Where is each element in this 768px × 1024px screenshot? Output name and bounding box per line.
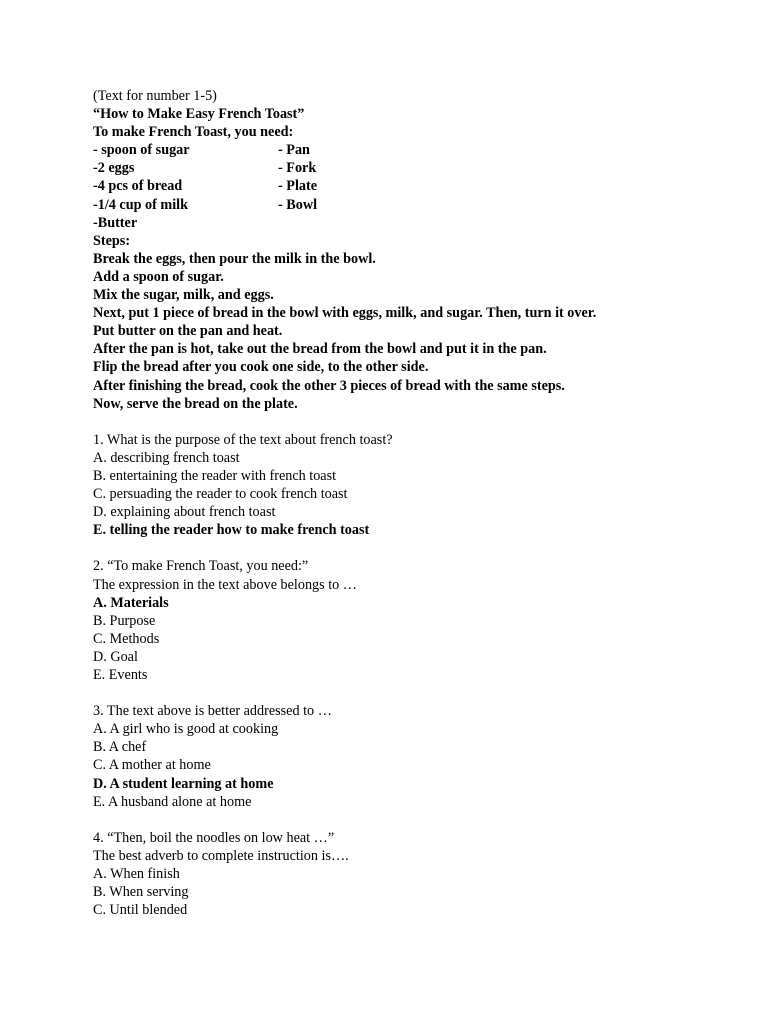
tool-item: - Fork bbox=[278, 160, 317, 177]
answer-option: B. Purpose bbox=[93, 612, 156, 629]
spacer bbox=[93, 684, 733, 702]
answer-option: E. A husband alone at home bbox=[93, 793, 252, 810]
step-item: After finishing the bread, cook the other 3 pieces of bread with the same steps. bbox=[93, 377, 565, 394]
recipe-title: “How to Make Easy French Toast” bbox=[93, 106, 305, 123]
ingredient-row bbox=[93, 177, 733, 195]
question-block bbox=[93, 431, 733, 540]
step-item: Break the eggs, then pour the milk in the bowl. bbox=[93, 250, 376, 267]
ingredient-item: -2 eggs bbox=[93, 160, 135, 177]
answer-option: D. explaining about french toast bbox=[93, 504, 276, 521]
ingredient-row bbox=[93, 141, 733, 159]
answer-option: B. entertaining the reader with french toast bbox=[93, 467, 337, 484]
answer-option: A. When finish bbox=[93, 866, 180, 883]
need-heading: To make French Toast, you need: bbox=[93, 124, 294, 141]
ingredient-row bbox=[93, 214, 733, 232]
step-item: After the pan is hot, take out the bread from the bowl and put it in the pan. bbox=[93, 341, 547, 358]
answer-option: C. Methods bbox=[93, 630, 160, 647]
spacer bbox=[93, 539, 733, 557]
step-item: Next, put 1 piece of bread in the bowl with eggs, milk, and sugar. Then, turn it over. bbox=[93, 305, 597, 322]
step-item: Add a spoon of sugar. bbox=[93, 268, 224, 285]
spacer bbox=[93, 413, 733, 431]
question-block bbox=[93, 557, 733, 684]
document-page bbox=[93, 87, 733, 919]
ingredients-list bbox=[93, 141, 733, 231]
question-text: 4. “Then, boil the noodles on low heat …” bbox=[93, 829, 335, 846]
ingredient-item: - spoon of sugar bbox=[93, 142, 190, 159]
step-item: Put butter on the pan and heat. bbox=[93, 323, 283, 340]
question-text: 2. “To make French Toast, you need:” bbox=[93, 558, 309, 575]
spacer bbox=[93, 811, 733, 829]
question-text: 1. What is the purpose of the text about french toast? bbox=[93, 431, 393, 448]
tool-item: - Pan bbox=[278, 142, 310, 159]
answer-option: A. describing french toast bbox=[93, 449, 240, 466]
step-item: Now, serve the bread on the plate. bbox=[93, 395, 298, 412]
answer-option: B. When serving bbox=[93, 884, 189, 901]
question-block bbox=[93, 702, 733, 811]
answer-option: E. Events bbox=[93, 667, 148, 683]
ingredient-row bbox=[93, 196, 733, 214]
answer-option: A. A girl who is good at cooking bbox=[93, 721, 279, 738]
answer-option: C. Until blended bbox=[93, 902, 188, 919]
answer-option-correct: A. Materials bbox=[93, 594, 169, 611]
answer-option: B. A chef bbox=[93, 739, 147, 756]
question-block bbox=[93, 829, 733, 919]
ingredient-item: -1/4 cup of milk bbox=[93, 196, 188, 213]
question-subtext: The best adverb to complete instruction is…. bbox=[93, 847, 349, 864]
answer-option: C. A mother at home bbox=[93, 757, 211, 774]
ingredient-item: -4 pcs of bread bbox=[93, 178, 183, 195]
tool-item: - Bowl bbox=[278, 196, 318, 213]
steps-heading: Steps: bbox=[93, 232, 131, 249]
answer-option-correct: D. A student learning at home bbox=[93, 775, 274, 792]
steps-list bbox=[93, 250, 733, 413]
step-item: Flip the bread after you cook one side, to the other side. bbox=[93, 359, 429, 376]
question-subtext: The expression in the text above belongs to … bbox=[93, 576, 357, 593]
question-text: 3. The text above is better addressed to … bbox=[93, 703, 332, 720]
tool-item: - Plate bbox=[278, 178, 317, 195]
answer-option: C. persuading the reader to cook french toast bbox=[93, 486, 348, 503]
answer-option: D. Goal bbox=[93, 648, 138, 665]
answer-option-correct: E. telling the reader how to make french toast bbox=[93, 522, 370, 539]
ingredient-row bbox=[93, 159, 733, 177]
text-intro: (Text for number 1-5) bbox=[93, 88, 217, 104]
step-item: Mix the sugar, milk, and eggs. bbox=[93, 287, 274, 304]
ingredient-item: -Butter bbox=[93, 214, 138, 231]
